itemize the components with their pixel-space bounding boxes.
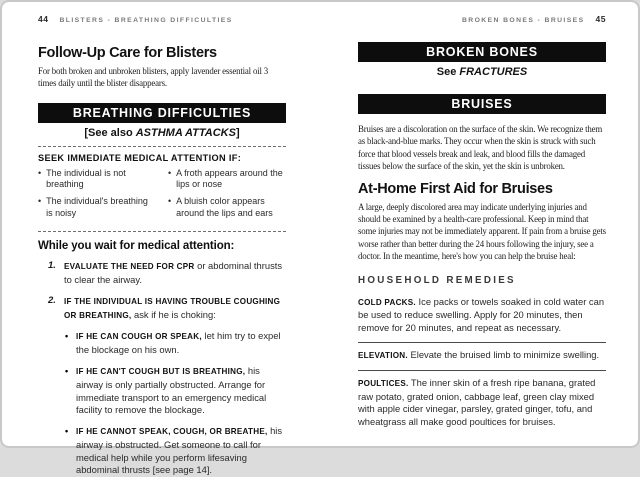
remedy-text: The inner skin of a fresh ripe banana, grated raw potato, grated onion, cabbage leaf, green clay mixed with apple cider vinegar, parsley, grated ginger, tofu, and wheatgrass all make good poultices for bruises. [358, 376, 596, 428]
section-banner-bruises [358, 94, 606, 114]
attention-column-1 [38, 168, 155, 224]
page-number-left: 44 [38, 14, 49, 24]
list-item [38, 168, 155, 191]
bullet-icon: • [65, 365, 69, 376]
followup-body: For both broken and unbroken blisters, apply lavender essential oil 3 times daily until the blister disappears. [38, 65, 268, 89]
sub-bullet-rest: his airway is only partially obstructed. Arrange for immediate transport to an emergency medical facility to remove the blockage. [76, 364, 267, 416]
attention-bullet-columns [38, 168, 286, 224]
household-remedies-heading: HOUSEHOLD REMEDIES [358, 274, 516, 286]
section-banner-label: BREATHING DIFFICULTIES [72, 105, 252, 120]
list-item [168, 196, 285, 219]
followup-heading: Follow-Up Care for Blisters [38, 45, 217, 61]
bullet-icon: • [168, 195, 172, 206]
athome-heading: At-Home First Aid for Bruises [358, 180, 553, 197]
remedy-poultices [358, 370, 606, 436]
see-prefix: See [436, 66, 460, 78]
bullet-icon: • [38, 195, 42, 206]
sub-bullet-rest: his airway is obstructed. Get someone to call for medical help while you perform lifesaving abdominal thrusts [see page 14]. [76, 425, 283, 476]
attention-heading: SEEK IMMEDIATE MEDICAL ATTENTION IF: [38, 152, 242, 163]
remedy-text: Elevate the bruised limb to minimize swelling. [407, 348, 600, 360]
sub-bullet-lead-in: IF HE CANNOT SPEAK, COUGH, OR BREATHE, [76, 427, 268, 437]
remedies-list [358, 290, 606, 436]
step-rest: ask if he is choking: [131, 308, 216, 320]
see-also-suffix: ] [235, 126, 240, 139]
remedy-cold-packs [358, 290, 606, 342]
see-also-cross-reference: ASTHMA ATTACKS [135, 126, 236, 139]
list-item [168, 168, 285, 191]
sub-bullet-lead-in: IF HE CAN COUGH OR SPEAK, [76, 332, 202, 342]
attention-item-text: The individual's breathing is noisy [46, 195, 148, 218]
step-number: 1. [48, 260, 56, 272]
attention-column-2 [168, 168, 285, 224]
see-also-prefix: [See also [84, 126, 136, 139]
attention-item-text: A froth appears around the lips or nose [176, 167, 283, 190]
running-header-left [38, 14, 286, 26]
bullet-icon: • [65, 426, 69, 437]
sub-bullet-text [76, 365, 286, 417]
remedy-text: Ice packs or towels soaked in cold water can be used to reduce swelling. Apply for 20 minutes, then remove for 20 minutes, and repeat as necessary. [358, 295, 605, 334]
see-also-line [38, 127, 286, 139]
choking-sub-bullet-3 [65, 425, 286, 477]
bullet-icon: • [65, 331, 69, 342]
choking-sub-bullet-2 [65, 365, 286, 417]
running-header-right-text: BROKEN BONES - BRUISES [461, 17, 585, 24]
step-rest: or abdominal thrusts to clear the airway. [64, 260, 283, 285]
list-item [38, 196, 155, 219]
attention-item-text: The individual is not breathing [46, 167, 126, 190]
bullet-icon: • [168, 167, 172, 178]
page-right [358, 14, 606, 436]
bullet-icon: • [38, 167, 42, 178]
sub-bullet-lead-in: IF HE CAN'T COUGH BUT IS BREATHING, [76, 366, 246, 376]
remedy-lead-in: COLD PACKS. [358, 297, 416, 307]
attention-item-text: A bluish color appears around the lips and ears [176, 195, 273, 218]
sub-bullet-text [76, 425, 286, 477]
sub-bullet-rest: let him try to expel the blockage on his own. [76, 330, 281, 356]
numbered-step-1 [38, 260, 286, 287]
running-header-right [358, 14, 606, 26]
sub-bullet-text [76, 330, 286, 357]
step-text [64, 295, 286, 323]
step-number: 2. [48, 294, 56, 306]
running-header-left-text: BLISTERS - BREATHING DIFFICULTIES [59, 17, 233, 24]
remedy-lead-in: POULTICES. [358, 378, 409, 388]
numbered-step-2 [38, 295, 286, 323]
section-banner-label: BRUISES [451, 97, 513, 111]
see-cross-reference: FRACTURES [459, 66, 528, 78]
dashed-divider-bottom [38, 231, 286, 232]
wait-heading: While you wait for medical attention: [38, 240, 235, 253]
remedy-elevation [358, 342, 606, 370]
section-banner-label: BROKEN BONES [426, 45, 538, 59]
athome-paragraph: A large, deeply discolored area may indicate underlying injuries and should be examined by a health-care professional. Keep in mind that some injuries may not be immediately apparent. If pain from a bruise gets worse rather than better during the 24 hours following the injury, see a doctor. In the meantime, here's how you can help the bruise heal: [358, 201, 606, 262]
step-lead-in: IF THE INDIVIDUAL IS HAVING TROUBLE COUGHING OR BREATHING, [64, 296, 281, 320]
remedy-lead-in: ELEVATION. [358, 350, 408, 360]
choking-sub-bullet-1 [65, 330, 286, 357]
bruises-intro-paragraph: Bruises are a discoloration on the surface of the skin. We recognize them as black-and-blue marks. They occur when the skin is struck with such force that blood vessels break and leak, and blood fills the damaged tissues below the surface of the skin, yet the skin is unbroken. [358, 124, 603, 172]
page-left [38, 14, 286, 477]
step-lead-in: EVALUATE THE NEED FOR CPR [64, 262, 195, 272]
step-text [64, 260, 286, 287]
page-number-right: 45 [595, 14, 606, 24]
section-banner-broken-bones [358, 42, 606, 62]
dashed-divider-top [38, 146, 286, 147]
section-banner-breathing-difficulties [38, 103, 286, 123]
see-fractures-line [358, 66, 606, 78]
